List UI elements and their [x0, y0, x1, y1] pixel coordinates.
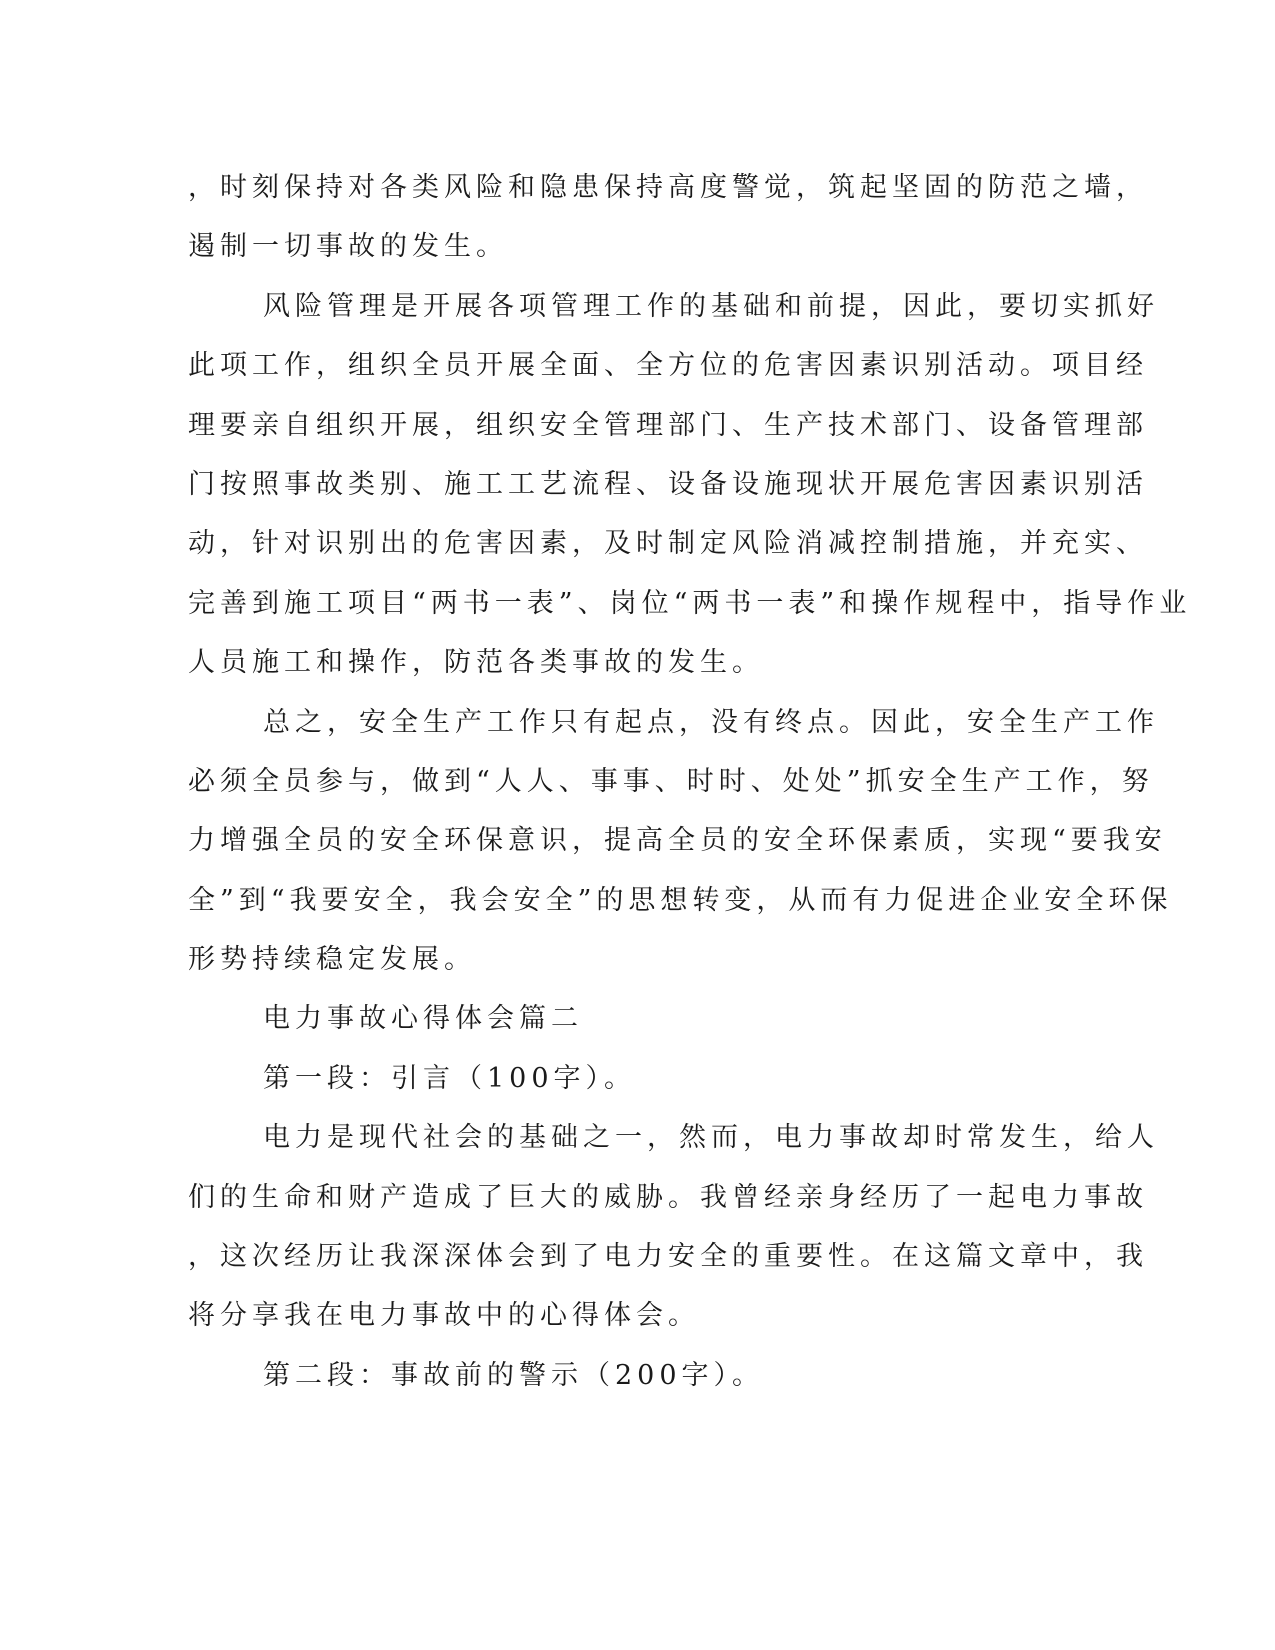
text-line-12: 力增强全员的安全环保意识，提高全员的安全环保素质，实现“要我安: [188, 825, 1167, 857]
text-line-19: ，这次经历让我深深体会到了电力安全的重要性。在这篇文章中，我: [188, 1241, 1148, 1273]
text-line-9: 人员施工和操作，防范各类事故的发生。: [188, 647, 764, 679]
text-line-1: ，时刻保持对各类风险和隐患保持高度警觉，筑起坚固的防范之墙，: [188, 172, 1148, 203]
section-heading: 电力事故心得体会篇二: [263, 1003, 583, 1035]
text-line-20: 将分享我在电力事故中的心得体会。: [188, 1300, 700, 1332]
subsection-heading-2: 第二段：事故前的警示（200字）。: [263, 1359, 765, 1391]
text-line-18: 们的生命和财产造成了巨大的威胁。我曾经亲身经历了一起电力事故: [188, 1181, 1148, 1213]
text-line-3: 风险管理是开展各项管理工作的基础和前提，因此，要切实抓好: [263, 290, 1159, 322]
text-line-6: 门按照事故类别、施工工艺流程、设备设施现状开展危害因素识别活: [188, 468, 1148, 500]
text-line-7: 动，针对识别出的危害因素，及时制定风险消减控制措施，并充实、: [188, 528, 1148, 560]
text-line-17: 电力是现代社会的基础之一，然而，电力事故却时常发生，给人: [263, 1122, 1159, 1154]
text-line-8: 完善到施工项目“两书一表”、岗位“两书一表”和操作规程中，指导作业: [188, 587, 1192, 619]
text-line-13: 全”到“我要安全，我会安全”的思想转变，从而有力促进企业安全环保: [188, 884, 1173, 916]
text-line-14: 形势持续稳定发展。: [188, 944, 476, 976]
text-line-10: 总之，安全生产工作只有起点，没有终点。因此，安全生产工作: [263, 706, 1159, 738]
text-line-2: 遏制一切事故的发生。: [188, 231, 508, 263]
text-line-11: 必须全员参与，做到“人人、事事、时时、处处”抓安全生产工作，努: [188, 765, 1154, 797]
subsection-heading-1: 第一段：引言（100字）。: [263, 1062, 637, 1094]
text-line-5: 理要亲自组织开展，组织安全管理部门、生产技术部门、设备管理部: [188, 409, 1148, 441]
text-line-4: 此项工作，组织全员开展全面、全方位的危害因素识别活动。项目经: [188, 350, 1148, 382]
document-body: [188, 158, 1192, 1405]
